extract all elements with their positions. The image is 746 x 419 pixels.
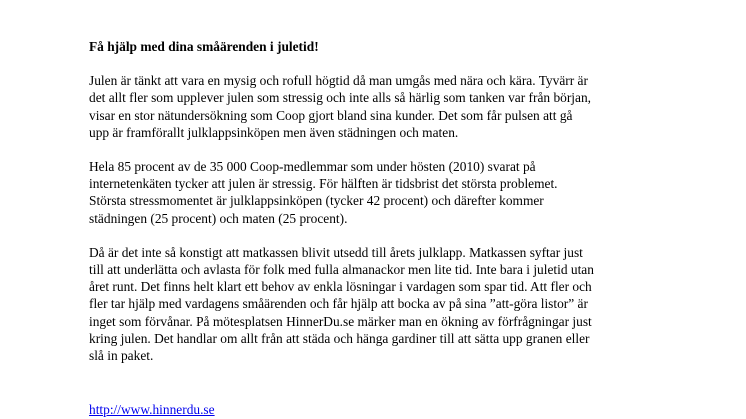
paragraph-line: fler tar hjälp med vardagens småärenden och får hjälp att bocka av på sina ”att-göra listor” är	[89, 296, 588, 312]
paragraph-line: det allt fler som upplever julen som stressig och inte alls så härlig som tanken var från början,	[89, 90, 592, 106]
paragraph-1	[89, 72, 689, 141]
paragraph-line: städningen (25 procent) och maten (25 procent).	[89, 210, 348, 226]
paragraph-line: till att underlätta och avlasta för folk med fulla almanackor men lite tid. Inte bara i juletid utan	[89, 262, 594, 278]
document-body	[89, 38, 689, 381]
website-link[interactable]: http://www.hinnerdu.se	[89, 402, 215, 417]
paragraph-line: året runt. Det finns helt klart ett behov av enkla lösningar i vardagen som spar tid. Att fler och	[89, 279, 592, 295]
paragraph-line: Största stressmomentet är julklappsinköpen (tycker 42 procent) och därefter kommer	[89, 193, 544, 209]
paragraph-line: internetenkäten tycker att julen är stressig. För hälften är tidsbrist det största problemet.	[89, 176, 558, 192]
paragraph-line: kring julen. Det handlar om allt från att städa och hänga gardiner till att sätta upp granen eller	[89, 330, 590, 346]
paragraph-line: upp är framförallt julklappsinköpen men även städningen och maten.	[89, 124, 459, 140]
paragraph-2	[89, 158, 689, 227]
paragraph-line: slå in paket.	[89, 348, 154, 364]
paragraph-line: visar en stor nätundersökning som Coop gjort bland sina kunder. Det som får pulsen att gå	[89, 107, 573, 123]
document-title: Få hjälp med dina småärenden i juletid!	[89, 39, 319, 54]
paragraph-line: Då är det inte så konstigt att matkassen blivit utsedd till årets julklapp. Matkassen syftar just	[89, 244, 583, 260]
paragraph-line: inget som förvånar. På mötesplatsen HinnerDu.se märker man en ökning av förfrågningar just	[89, 313, 592, 329]
paragraph-3	[89, 244, 689, 364]
paragraph-line: Hela 85 procent av de 35 000 Coop-medlemmar som under hösten (2010) svarat på	[89, 159, 536, 175]
paragraph-line: Julen är tänkt att vara en mysig och rofull högtid då man umgås med nära och kära. Tyvärr är	[89, 73, 588, 89]
